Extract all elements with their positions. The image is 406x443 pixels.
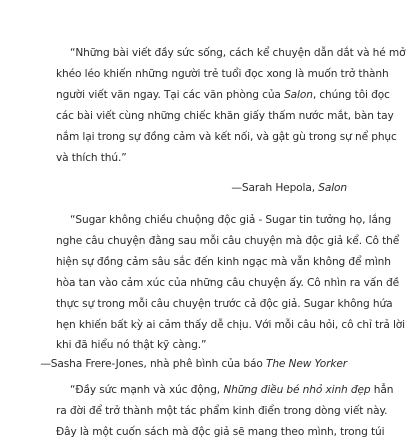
quote-text: , chúng tôi đọc bbox=[312, 88, 390, 101]
quote-text: “Đầy sức mạnh và xúc động, bbox=[70, 384, 224, 396]
quote-line bbox=[56, 380, 394, 401]
attribution-sasha-frere-jones bbox=[40, 357, 347, 371]
quote-line: nắm lại trong sự đồng cảm và kết nối, và gật gù trong sự nể phục bbox=[56, 130, 397, 143]
publication-name: Salon bbox=[318, 182, 347, 194]
quote-line bbox=[56, 85, 390, 106]
quote-line: nghe câu chuyện đằng sau mỗi câu chuyện mà độc giả kể. Cô thể bbox=[56, 234, 400, 247]
quote-sarah-hepola bbox=[56, 43, 406, 168]
quote-line: “Những bài viết đầy sức sống, cách kể chuyện dẫn dắt và hé mở bbox=[70, 47, 406, 59]
quote-line: các bài viết cùng những chiếc khăn giấy thấm nước mắt, bàn tay bbox=[56, 109, 394, 122]
quote-line: khi đã hiểu nó thật kỹ càng.” bbox=[56, 339, 207, 352]
quote-text: hẳn bbox=[370, 384, 394, 396]
publication-name: Salon bbox=[284, 88, 313, 101]
quote-line: hẹn khiến bất kỳ ai cảm thấy dễ chịu. Với mỗi câu hỏi, cô chỉ trả lời bbox=[56, 318, 405, 331]
attribution-text: —Sasha Frere-Jones, nhà phê bình của báo bbox=[40, 358, 266, 370]
quote-text: người viết văn ngay. Tại các văn phòng của bbox=[56, 88, 285, 101]
quote-line: hiện sự đồng cảm sâu sắc đến kinh ngạc mà vẫn không để mình bbox=[56, 255, 391, 268]
attribution-sarah-hepola bbox=[231, 181, 347, 195]
quote-third bbox=[56, 380, 394, 443]
quote-line: Đây là một cuốn sách mà độc giả sẽ mang theo mình, trong túi bbox=[56, 425, 385, 438]
quote-line: thực sự trong mỗi câu chuyện trước cả độc giả. Sugar không hứa bbox=[56, 297, 393, 310]
quote-line: “Sugar không chiều chuộng độc giả - Sugar tin tưởng họ, lắng bbox=[70, 214, 392, 226]
publication-name: The New Yorker bbox=[265, 358, 347, 370]
attribution-text: —Sarah Hepola, bbox=[231, 182, 319, 194]
quote-sasha-frere-jones bbox=[56, 210, 405, 356]
book-title: Những điều bé nhỏ xinh đẹp bbox=[223, 384, 371, 396]
quote-line: và thích thú.” bbox=[56, 151, 127, 164]
quote-line: khéo léo khiến những người trẻ tuổi đọc xong là muốn trở thành bbox=[56, 67, 389, 80]
quote-line: hòa tan vào cảm xúc của những câu chuyện ấy. Cô nhìn ra vấn đề bbox=[56, 276, 399, 289]
quote-line: ra đời để trở thành một tác phẩm kinh điển trong dòng viết này. bbox=[56, 404, 388, 417]
